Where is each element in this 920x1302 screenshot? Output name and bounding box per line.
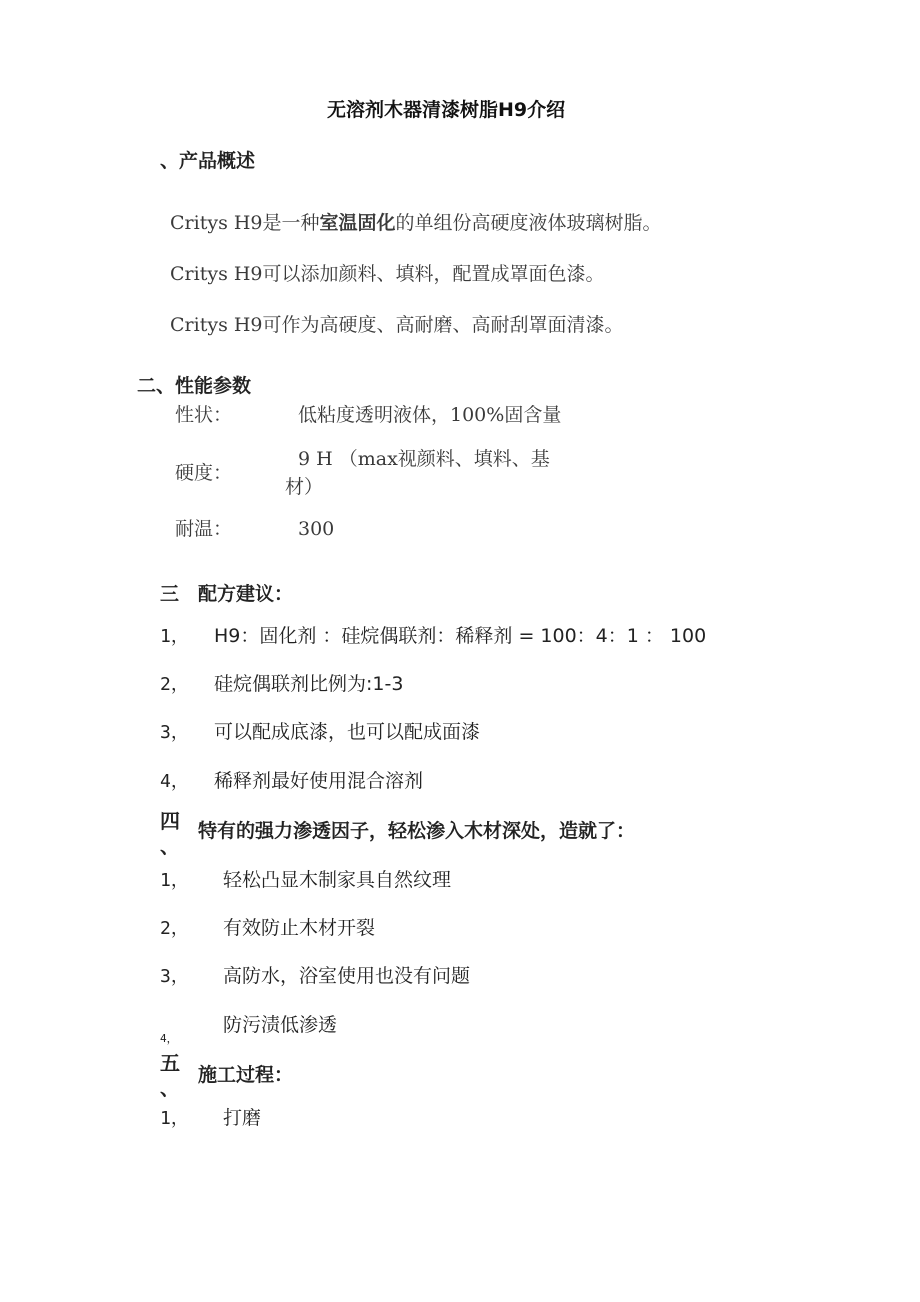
paragraph-1-pre: Critys H9是一种 [170,212,320,234]
list-number: 1， [160,1108,189,1129]
list-item: 轻松凸显木制家具自然纹理 [223,869,452,891]
section-5-number: 五 [160,1051,180,1075]
section-1-paragraph-3: Critys H9可作为高硬度、高耐磨、高耐刮罩面清漆。 [170,314,624,336]
list-number: 3， [160,966,189,987]
list-item: H9：固化剂 ：硅烷偶联剂：稀释剂 = 100：4：1 ： 100 [214,625,707,647]
list-item: 防污渍低渗透 [223,1014,338,1036]
section-4-heading: 特有的强力渗透因子，轻松渗入木材深处，造就了： [198,820,636,842]
list-number: 1， [160,626,189,647]
param-value-continued: 材） [285,476,324,498]
param-label: 性状： [175,404,233,426]
section-5-heading: 施工过程： [198,1064,294,1086]
section-4-number-mark: 、 [160,836,180,858]
list-item: 稀释剂最好使用混合溶剂 [214,770,424,792]
paragraph-1-post: 的单组份高硬度液体玻璃树脂。 [395,212,662,234]
param-value: 300 [298,518,335,540]
param-value: 9 H （max视颜料、填料、基 [298,448,550,470]
list-item: 可以配成底漆，也可以配成面漆 [214,721,481,743]
list-number: 2， [160,918,189,939]
section-4-number: 四 [160,809,180,833]
param-label: 耐温： [175,518,233,540]
section-3-heading: 配方建议： [198,583,294,605]
section-5-number-mark: 、 [160,1078,180,1100]
list-number: 2， [160,674,189,695]
list-number: 1， [160,870,189,891]
list-number: 4， [160,771,189,792]
paragraph-1-bold: 室温固化 [319,212,396,234]
document-title: 无溶剂木器清漆树脂H9介绍 [327,99,566,121]
list-number: 4， [160,1032,178,1045]
list-item: 打磨 [223,1107,262,1129]
section-1-heading: 、产品概述 [160,150,256,172]
section-1-paragraph-2: Critys H9可以添加颜料、填料，配置成罩面色漆。 [170,263,605,285]
section-1-paragraph-1 [170,214,662,233]
list-item: 有效防止木材开裂 [223,917,376,939]
list-item: 高防水，浴室使用也没有问题 [223,965,471,987]
section-3-number: 三 [160,583,180,605]
list-item: 硅烷偶联剂比例为:1-3 [214,673,404,695]
param-value: 低粘度透明液体，100%固含量 [298,404,562,426]
list-number: 3， [160,722,189,743]
section-2-heading: 二、性能参数 [137,375,252,397]
param-label: 硬度： [175,462,233,484]
